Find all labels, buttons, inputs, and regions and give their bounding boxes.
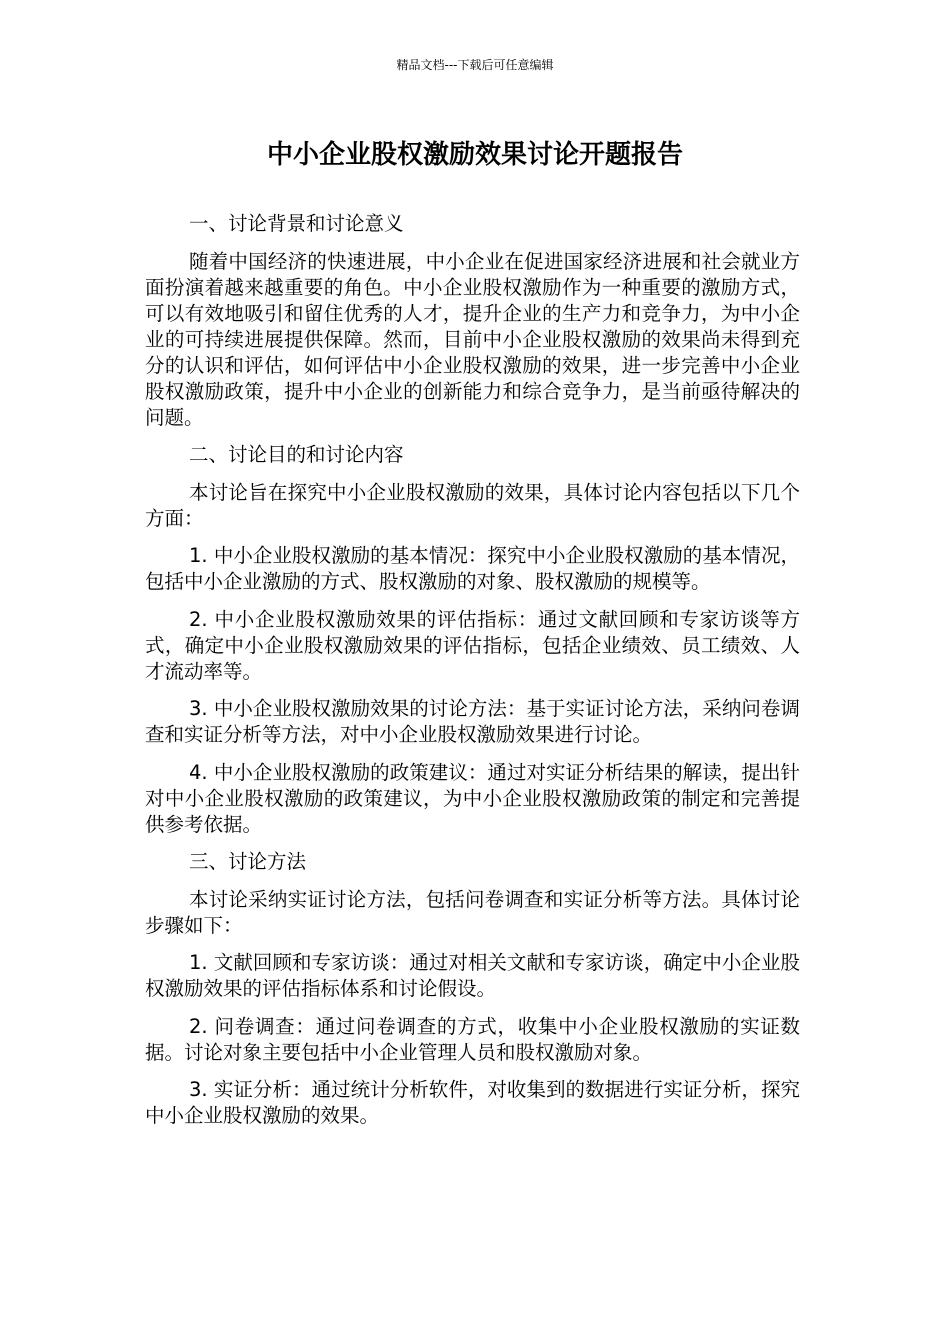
list-item-content-4: 4. 中小企业股权激励的政策建议：通过对实证分析结果的解读，提出针对中小企业股权激励的政策建议，为中小企业股权激励政策的制定和完善提供参考依据。 xyxy=(145,760,800,836)
section-heading-purpose: 二、讨论目的和讨论内容 xyxy=(189,443,404,466)
header-note: 精品文档---下载后可任意编辑 xyxy=(396,58,554,72)
paragraph-method-intro: 本讨论采纳实证讨论方法，包括问卷调查和实证分析等方法。具体讨论步骤如下： xyxy=(145,887,800,937)
list-item-step-1: 1. 文献回顾和专家访谈：通过对相关文献和专家访谈，确定中小企业股权激励效果的评估指标体系和讨论假设。 xyxy=(145,951,800,1000)
list-item-content-3: 3. 中小企业股权激励效果的讨论方法：基于实证讨论方法，采纳问卷调查和实证分析等方法，对中小企业股权激励效果进行讨论。 xyxy=(145,697,800,746)
paragraph-purpose-intro: 本讨论旨在探究中小企业股权激励的效果，具体讨论内容包括以下几个方面： xyxy=(145,480,800,530)
list-item-content-1: 1. 中小企业股权激励的基本情况：探究中小企业股权激励的基本情况，包括中小企业激励的方式、股权激励的对象、股权激励的规模等。 xyxy=(145,544,800,593)
section-heading-method: 三、讨论方法 xyxy=(189,850,307,873)
section-heading-background: 一、讨论背景和讨论意义 xyxy=(189,212,404,235)
paragraph-background: 随着中国经济的快速进展，中小企业在促进国家经济进展和社会就业方面扮演着越来越重要的角色。中小企业股权激励作为一种重要的激励方式，可以有效地吸引和留住优秀的人才，提升企业的生产力和竞争力，为中小企业的可持续进展提供保障。然而，目前中小企业股权激励的效果尚未得到充分的认识和评估，如何评估中小企业股权激励的效果，进一步完善中小企业股权激励政策，提升中小企业的创新能力和综合竞争力，是当前亟待解决的问题。 xyxy=(145,249,800,429)
list-item-content-2: 2. 中小企业股权激励效果的评估指标：通过文献回顾和专家访谈等方式，确定中小企业股权激励效果的评估指标，包括企业绩效、员工绩效、人才流动率等。 xyxy=(145,607,800,683)
list-item-step-2: 2. 问卷调查：通过问卷调查的方式，收集中小企业股权激励的实证数据。讨论对象主要包括中小企业管理人员和股权激励对象。 xyxy=(145,1014,800,1064)
document-title: 中小企业股权激励效果讨论开题报告 xyxy=(266,140,683,170)
document-body xyxy=(145,211,800,1141)
list-item-step-3: 3. 实证分析：通过统计分析软件，对收集到的数据进行实证分析，探究中小企业股权激励的效果。 xyxy=(145,1078,800,1127)
